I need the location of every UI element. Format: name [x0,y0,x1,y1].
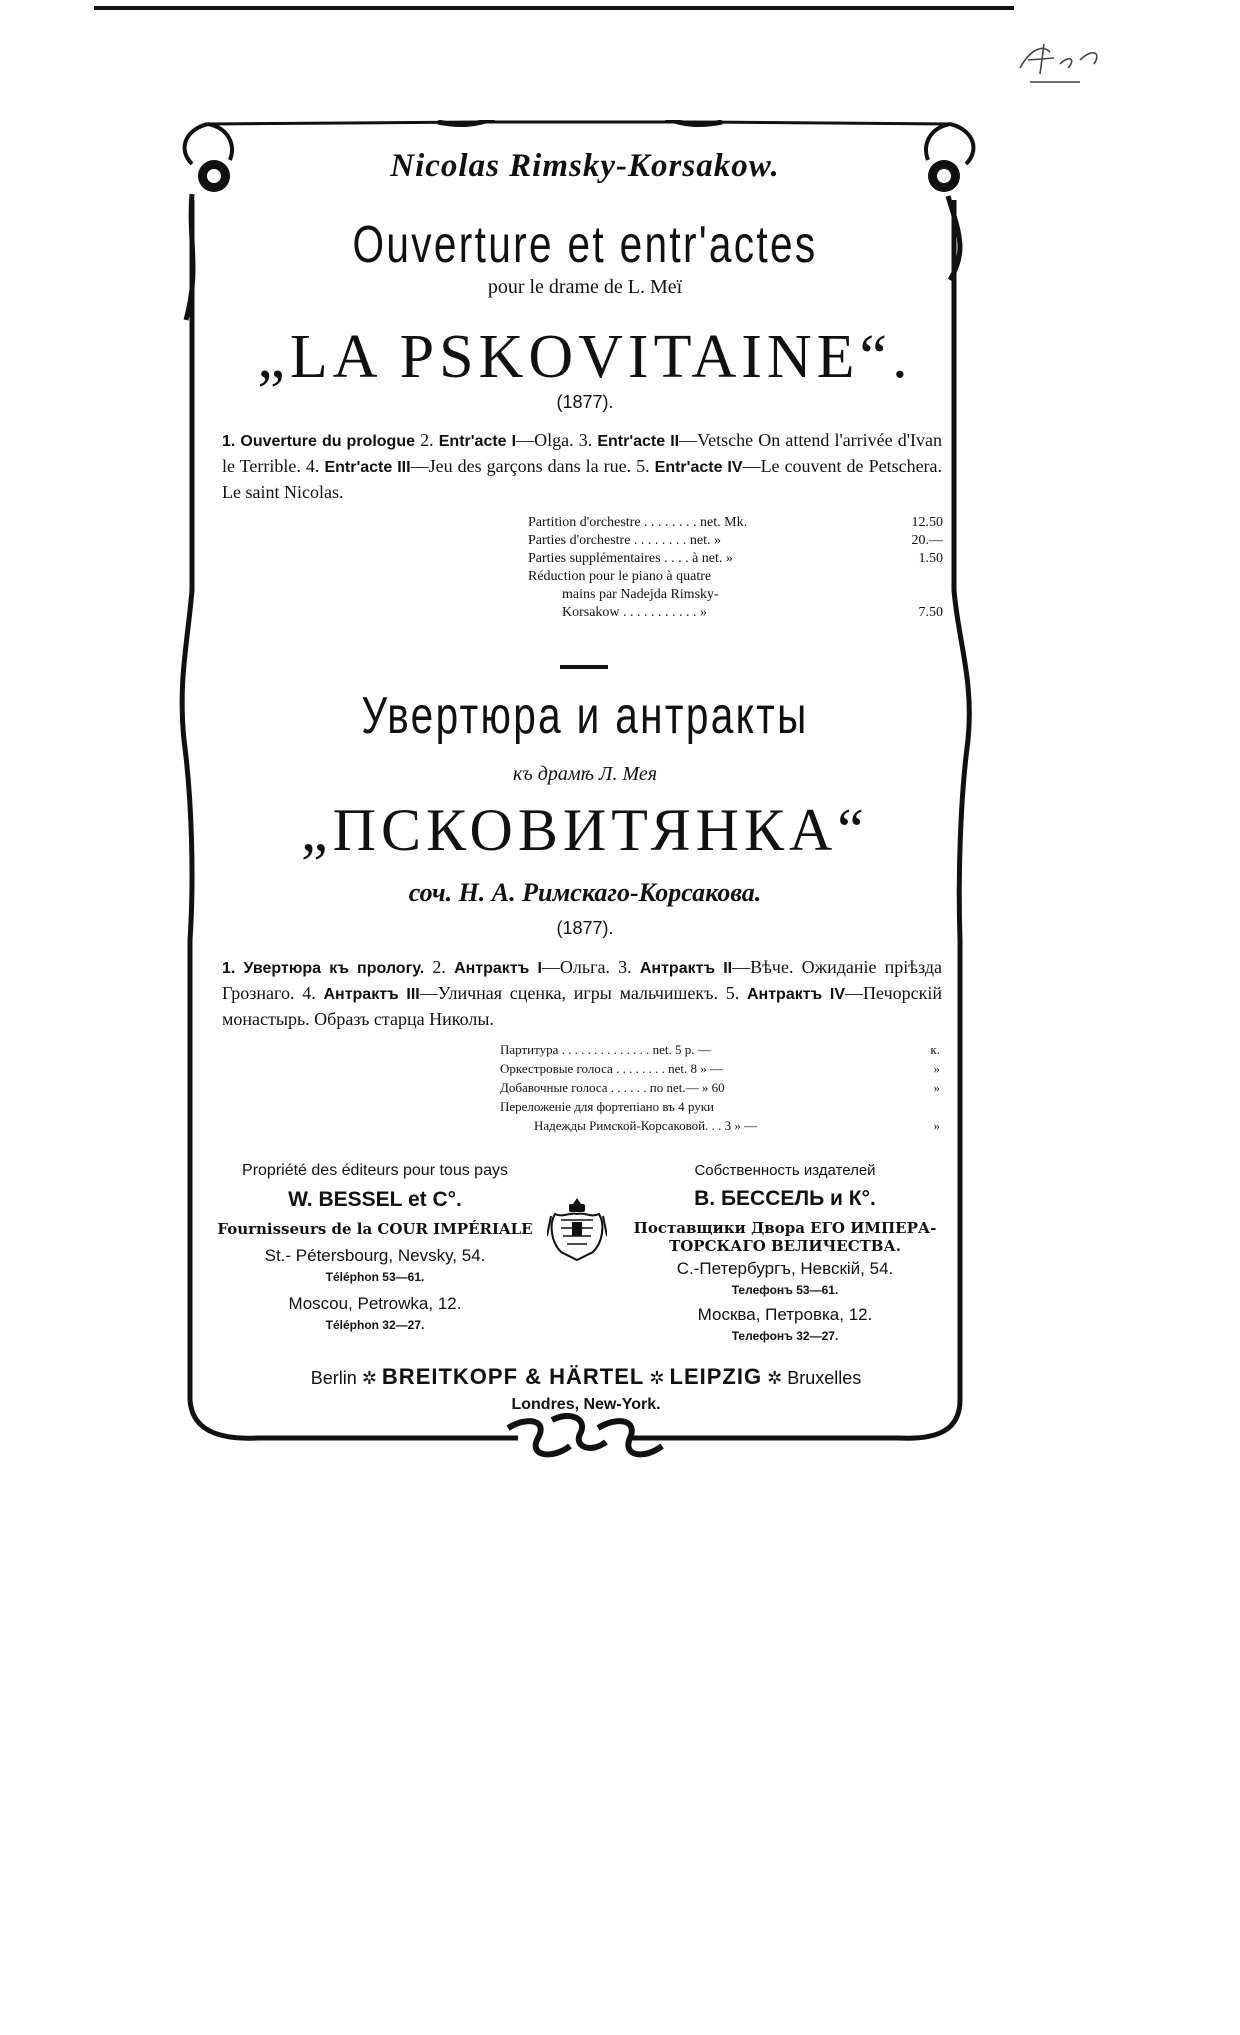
separator-star-icon: ✲ [767,1368,783,1388]
contents-ru-text: —Уличная сценка, игры мальчишекъ. 5. [419,983,747,1003]
imperial-eagle-seal-icon [547,1196,607,1262]
price-row [500,1040,940,1059]
price-label: Korsakow . . . . . . . . . . . » [562,605,708,620]
price-value: » [933,1080,940,1095]
title-ru: Увертюра и антракты [361,687,809,745]
year-fr: (1877). [556,392,614,412]
publisher-ru-name: В. БЕССЕЛЬ и К°. [694,1187,876,1210]
publisher-fr-address-1: St.- Pétersbourg, Nevsky, 54. [264,1246,486,1265]
publisher-fr-phone-2: Téléphon 32—27. [325,1318,425,1332]
contents-fr-text: —Jeu des garçons dans la rue. 5. [410,456,655,476]
distributors-line [216,1364,956,1414]
contents-fr-text: —Vetsche On attend l'arrivée d'Ivan le Terrible. 4. [222,430,942,476]
contents-fr-item: 1. Ouverture du prologue [222,433,415,450]
contents-ru-item: Антрактъ I [454,960,542,977]
publisher-fr [210,1162,540,1332]
bottom-ornament-icon [508,1416,662,1454]
price-row [500,1097,940,1116]
separator-star-icon: ✲ [361,1368,377,1388]
firm-breitkopf: BREITKOPF & HÄRTEL [381,1364,645,1389]
publisher-ru-header: Собственность издателей [694,1162,876,1179]
work-title-fr: „LA PSKOVITAINE“. [257,323,913,391]
price-value: 1.50 [918,551,943,566]
contents-ru-item: 1. Увертюра къ прологу. [222,960,425,977]
city-berlin: Berlin [310,1368,357,1388]
publisher-fr-name: W. BESSEL et C°. [288,1188,462,1211]
composer-name-fr: Nicolas Rimsky-Korsakow. [390,148,780,184]
section-divider [560,665,608,669]
composer-name-ru: соч. Н. А. Римскаго-Корсакова. [408,878,762,907]
price-row [528,514,943,532]
contents-ru-text: —Печорскій монастырь. Образъ старца Николы. [222,983,943,1029]
price-list-ru [500,1040,940,1135]
publisher-ru-supplier-1: Поставщики Двора ЕГО ИМПЕРА- [633,1219,937,1237]
price-row [500,1116,940,1135]
contents-ru-text: 2. [424,957,455,977]
contents-ru [222,955,942,1031]
price-row [500,1059,940,1078]
subtitle-ru: къ драмѣ Л. Мея [512,763,658,785]
price-label: mains par Nadejda Rimsky- [562,587,719,602]
price-value: к. [930,1042,940,1057]
contents-fr-item: Entr'acte I [438,433,517,450]
price-row [528,532,943,550]
publisher-fr-phone-1: Téléphon 53—61. [325,1270,425,1284]
publisher-ru-supplier-2: ТОРСКАГО ВЕЛИЧЕСТВА. [669,1237,901,1255]
publisher-fr-header: Propriété des éditeurs pour tous pays [242,1162,508,1179]
contents-fr-text: —Le couvent de Petschera. Le saint Nicolas. [222,456,943,502]
contents-fr-item: Entr'acte III [324,459,411,476]
price-label: Parties supplémentaires . . . . à net. » [528,551,733,566]
contents-fr-text: 2. [415,430,439,450]
contents-fr-text: —Olga. 3. [516,430,598,450]
cities-line-2: Londres, New-York. [511,1396,661,1413]
publisher-ru-address-1: С.-Петербургъ, Невскій, 54. [676,1259,894,1278]
contents-ru-text: —Вѣче. Ожиданіе пріѣзда Грознаго. 4. [222,957,943,1003]
publisher-ru [620,1162,950,1343]
work-title-ru: „ПСКОВИТЯНКА“ [301,797,869,863]
city-bruxelles: Bruxelles [787,1368,862,1388]
price-row [528,550,943,568]
contents-fr-item: Entr'acte IV [654,459,743,476]
subtitle-fr: pour le drame de L. Meï [487,276,683,298]
price-label: Partition d'orchestre . . . . . . . . net. Mk. [528,515,748,530]
price-row [500,1078,940,1097]
price-label: Добавочные голоса . . . . . . по net.— » 60 [500,1080,725,1095]
publisher-fr-supplier: Fournisseurs de la COUR IMPÉRIALE [217,1220,533,1238]
price-label: Оркестровые голоса . . . . . . . . net. 8 » — [500,1061,723,1076]
price-row [528,604,943,622]
publisher-fr-address-2: Moscou, Petrowka, 12. [288,1294,462,1313]
price-value: » [933,1061,940,1076]
contents-ru-item: Антрактъ II [639,960,733,977]
publisher-ru-address-2: Москва, Петровка, 12. [697,1305,873,1324]
price-label: Надежды Римской-Корсаковой. . . 3 » — [534,1118,758,1133]
handwritten-mark [1010,30,1120,90]
price-label: Партитура . . . . . . . . . . . . . . net. 5 р. — [500,1042,711,1057]
price-value: 20.— [911,533,943,548]
price-value: » [933,1118,940,1133]
price-row [528,568,943,586]
price-row [528,586,943,604]
price-label: Parties d'orchestre . . . . . . . . net. » [528,533,722,548]
price-value: 12.50 [911,515,943,530]
contents-ru-item: Антрактъ IV [746,986,846,1003]
contents-ru-text: —Ольга. 3. [541,957,640,977]
contents-fr [222,428,942,504]
top-rule [94,6,1014,10]
separator-star-icon: ✲ [649,1368,665,1388]
publisher-ru-phone-2: Телефонъ 32—27. [731,1329,839,1343]
year-ru: (1877). [556,918,614,938]
price-label: Переложеніе для фортепіано въ 4 руки [500,1099,714,1114]
price-list-fr [528,514,943,622]
publisher-ru-phone-1: Телефонъ 53—61. [731,1283,839,1297]
price-value: 7.50 [918,605,943,620]
price-label: Réduction pour le piano à quatre [528,569,712,584]
title-fr: Ouverture et entr'actes [352,216,818,274]
contents-fr-item: Entr'acte II [597,433,680,450]
city-leipzig: LEIPZIG [669,1364,763,1389]
contents-ru-item: Антрактъ III [323,986,420,1003]
